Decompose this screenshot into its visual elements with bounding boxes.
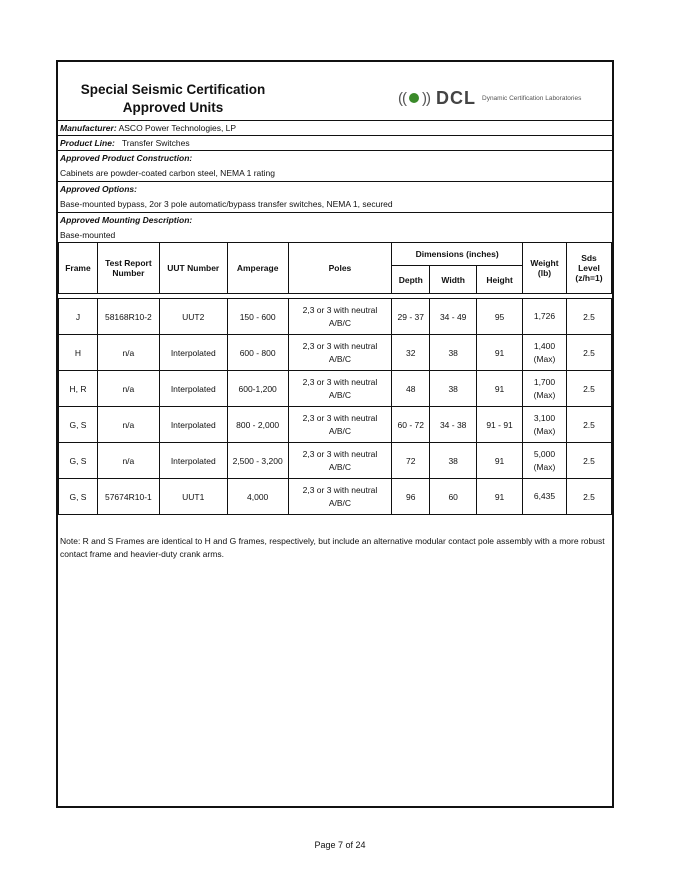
cell-sds: 2.5 <box>566 479 611 515</box>
cell-depth: 60 - 72 <box>392 407 430 443</box>
cell-depth: 32 <box>392 335 430 371</box>
cell-amperage: 4,000 <box>227 479 288 515</box>
header-dimensions: Dimensions (inches) <box>392 243 523 266</box>
cell-weight: 5,000 (Max) <box>523 443 567 479</box>
logo-text: DCL <box>436 87 476 108</box>
cell-height: 91 - 91 <box>477 407 523 443</box>
options-label: Approved Options: <box>60 184 137 194</box>
header-amperage: Amperage <box>227 243 288 294</box>
certification-sheet <box>56 60 614 808</box>
header-width: Width <box>430 266 477 294</box>
options-value: Base-mounted bypass, 2or 3 pole automatic/bypass transfer switches, NEMA 1, secured <box>60 199 393 209</box>
cell-width: 38 <box>430 335 477 371</box>
mounting-label: Approved Mounting Description: <box>60 215 193 225</box>
cell-uut: Interpolated <box>159 371 227 407</box>
cell-frame: H <box>59 335 98 371</box>
cell-frame: G, S <box>59 407 98 443</box>
manufacturer-row <box>58 120 612 135</box>
cell-uut: Interpolated <box>159 407 227 443</box>
cell-report: 58168R10-2 <box>97 299 159 335</box>
table-row <box>59 371 612 407</box>
cell-width: 60 <box>430 479 477 515</box>
cell-report: n/a <box>97 407 159 443</box>
construction-row <box>58 150 612 181</box>
cell-report: n/a <box>97 335 159 371</box>
header-uut: UUT Number <box>159 243 227 294</box>
construction-value: Cabinets are powder-coated carbon steel, NEMA 1 rating <box>60 168 275 178</box>
cell-poles: 2,3 or 3 with neutral A/B/C <box>288 371 392 407</box>
cell-uut: Interpolated <box>159 335 227 371</box>
cell-frame: G, S <box>59 479 98 515</box>
cell-height: 91 <box>477 443 523 479</box>
cell-sds: 2.5 <box>566 371 611 407</box>
cell-poles: 2,3 or 3 with neutral A/B/C <box>288 479 392 515</box>
cell-height: 91 <box>477 479 523 515</box>
cell-report: n/a <box>97 443 159 479</box>
approved-units-table <box>58 242 612 515</box>
cell-report: 57674R10-1 <box>97 479 159 515</box>
logo-dot-icon <box>409 93 419 103</box>
sheet-header <box>58 62 612 120</box>
cell-poles: 2,3 or 3 with neutral A/B/C <box>288 335 392 371</box>
cell-weight: 1,726 <box>523 299 567 335</box>
footnote: Note: R and S Frames are identical to H and G frames, respectively, but include an alternative modular contact pole assembly with a more robust contact frame and heavier-duty crank arms. <box>60 536 605 559</box>
title-line-1: Special Seismic Certification <box>80 82 266 97</box>
cell-weight: 1,700 (Max) <box>523 371 567 407</box>
cell-sds: 2.5 <box>566 299 611 335</box>
header-poles: Poles <box>288 243 392 294</box>
table-row <box>59 443 612 479</box>
cell-width: 38 <box>430 443 477 479</box>
cell-uut: UUT2 <box>159 299 227 335</box>
title-line-2: Approved Units <box>122 100 224 115</box>
product-line-label: Product Line: <box>60 138 115 148</box>
cell-width: 38 <box>430 371 477 407</box>
cell-depth: 29 - 37 <box>392 299 430 335</box>
cell-width: 34 - 38 <box>430 407 477 443</box>
cell-depth: 72 <box>392 443 430 479</box>
cell-width: 34 - 49 <box>430 299 477 335</box>
header-weight: Weight (lb) <box>523 243 567 294</box>
cell-amperage: 600 - 800 <box>227 335 288 371</box>
table-row <box>59 479 612 515</box>
dcl-logo <box>398 88 581 108</box>
cell-poles: 2,3 or 3 with neutral A/B/C <box>288 299 392 335</box>
cell-weight: 6,435 <box>523 479 567 515</box>
cell-sds: 2.5 <box>566 407 611 443</box>
manufacturer-value: ASCO Power Technologies, LP <box>118 123 237 133</box>
product-line-value: Transfer Switches <box>121 138 190 148</box>
header-depth: Depth <box>392 266 430 294</box>
header-frame: Frame <box>59 243 98 294</box>
cell-frame: G, S <box>59 443 98 479</box>
cell-height: 91 <box>477 335 523 371</box>
cell-sds: 2.5 <box>566 443 611 479</box>
manufacturer-label: Manufacturer: <box>60 123 117 133</box>
cell-depth: 96 <box>392 479 430 515</box>
cell-report: n/a <box>97 371 159 407</box>
logo-subtitle: Dynamic Certification Laboratories <box>482 94 582 102</box>
cell-height: 91 <box>477 371 523 407</box>
logo-paren-right: )) <box>422 89 430 107</box>
cell-uut: UUT1 <box>159 479 227 515</box>
product-line-row <box>58 135 612 150</box>
cell-weight: 1,400 (Max) <box>523 335 567 371</box>
cell-weight: 3,100 (Max) <box>523 407 567 443</box>
cell-amperage: 150 - 600 <box>227 299 288 335</box>
options-row <box>58 181 612 212</box>
header-height: Height <box>477 266 523 294</box>
mounting-row <box>58 212 612 243</box>
cell-depth: 48 <box>392 371 430 407</box>
cell-poles: 2,3 or 3 with neutral A/B/C <box>288 407 392 443</box>
cell-amperage: 800 - 2,000 <box>227 407 288 443</box>
page-number: Page 7 of 24 <box>314 840 366 850</box>
cell-uut: Interpolated <box>159 443 227 479</box>
cell-frame: J <box>59 299 98 335</box>
table-row <box>59 407 612 443</box>
mounting-value: Base-mounted <box>60 230 116 240</box>
cell-sds: 2.5 <box>566 335 611 371</box>
table-row <box>59 299 612 335</box>
cell-amperage: 600-1,200 <box>227 371 288 407</box>
logo-paren-left: (( <box>398 89 406 107</box>
header-sds: Sds Level (z/h=1) <box>566 243 611 294</box>
cell-frame: H, R <box>59 371 98 407</box>
cell-amperage: 2,500 - 3,200 <box>227 443 288 479</box>
cell-height: 95 <box>477 299 523 335</box>
header-test-report: Test Report Number <box>97 243 159 294</box>
construction-label: Approved Product Construction: <box>60 153 193 163</box>
cell-poles: 2,3 or 3 with neutral A/B/C <box>288 443 392 479</box>
table-row <box>59 335 612 371</box>
